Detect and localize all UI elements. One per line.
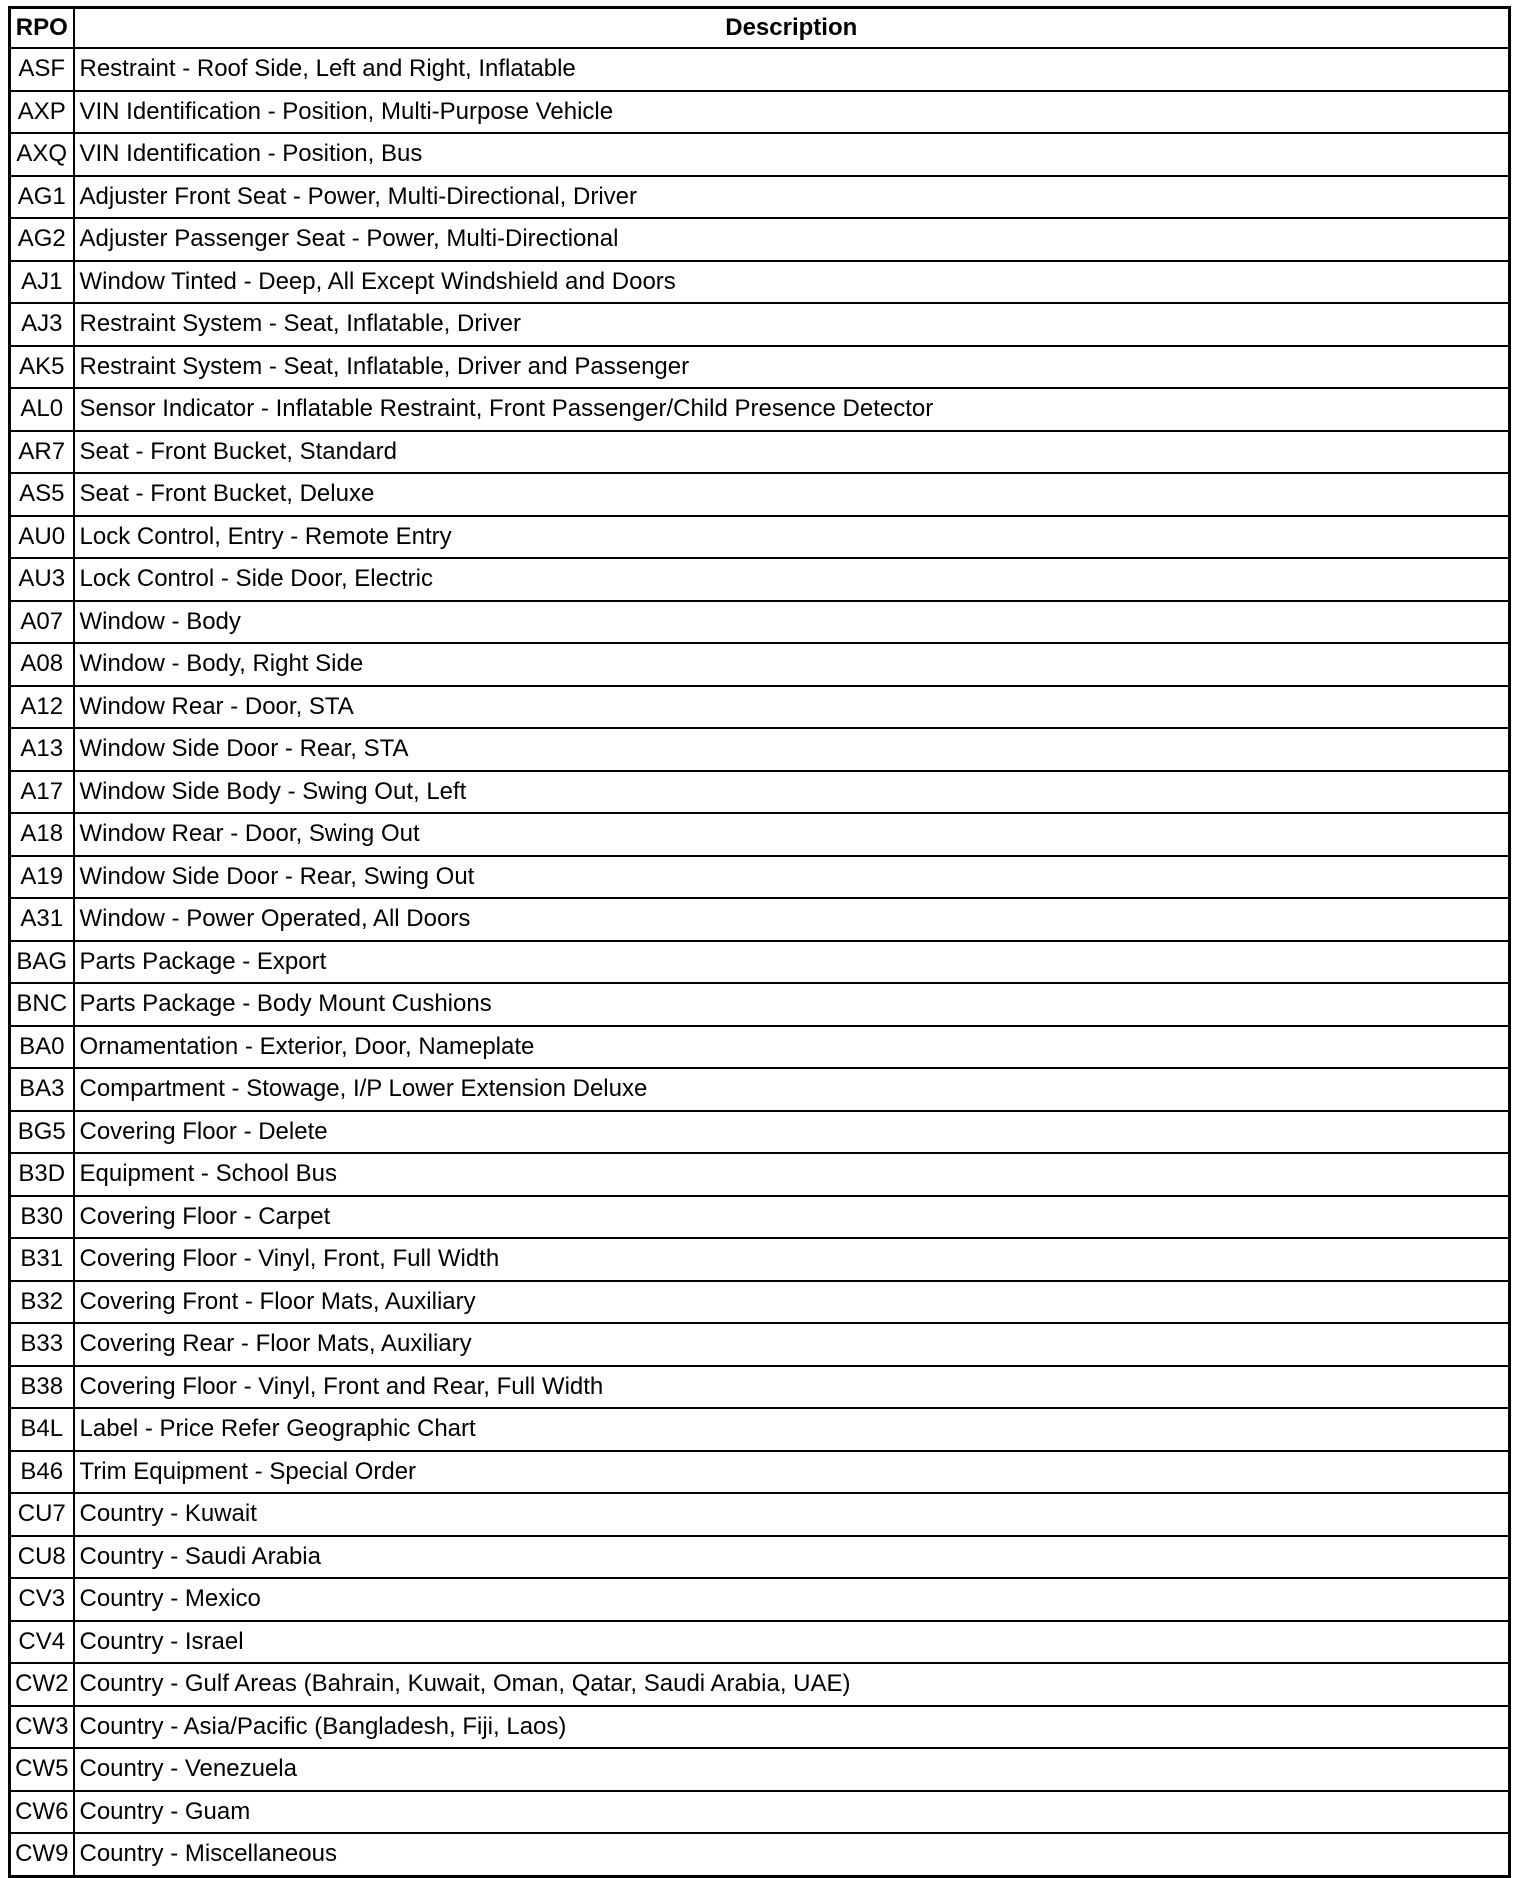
table-row <box>10 728 1510 771</box>
rpo-code-cell: A19 <box>10 856 74 899</box>
rpo-code-cell: B4L <box>10 1408 74 1451</box>
description-cell: Country - Asia/Pacific (Bangladesh, Fiji, Laos) <box>74 1706 1510 1749</box>
description-cell: Covering Floor - Vinyl, Front, Full Width <box>74 1238 1510 1281</box>
table-row <box>10 1281 1510 1324</box>
header-row <box>10 8 1510 49</box>
table-row <box>10 1111 1510 1154</box>
description-cell: Window - Body <box>74 601 1510 644</box>
table-row <box>10 346 1510 389</box>
rpo-code-cell: AL0 <box>10 388 74 431</box>
rpo-code-cell: ASF <box>10 48 74 91</box>
description-cell: Country - Gulf Areas (Bahrain, Kuwait, Oman, Qatar, Saudi Arabia, UAE) <box>74 1663 1510 1706</box>
description-cell: Window - Body, Right Side <box>74 643 1510 686</box>
description-cell: Compartment - Stowage, I/P Lower Extension Deluxe <box>74 1068 1510 1111</box>
rpo-code-cell: BA3 <box>10 1068 74 1111</box>
rpo-code-cell: CW2 <box>10 1663 74 1706</box>
table-row <box>10 1791 1510 1834</box>
description-cell: Parts Package - Export <box>74 941 1510 984</box>
description-cell: Country - Mexico <box>74 1578 1510 1621</box>
rpo-code-cell: AS5 <box>10 473 74 516</box>
rpo-code-cell: BAG <box>10 941 74 984</box>
table-row <box>10 856 1510 899</box>
description-cell: Covering Rear - Floor Mats, Auxiliary <box>74 1323 1510 1366</box>
table-row <box>10 303 1510 346</box>
table-row <box>10 1748 1510 1791</box>
description-cell: Window Side Door - Rear, STA <box>74 728 1510 771</box>
rpo-code-cell: B46 <box>10 1451 74 1494</box>
table-row <box>10 1621 1510 1664</box>
description-cell: Window Rear - Door, Swing Out <box>74 813 1510 856</box>
rpo-code-cell: AK5 <box>10 346 74 389</box>
rpo-code-cell: AU3 <box>10 558 74 601</box>
description-cell: Trim Equipment - Special Order <box>74 1451 1510 1494</box>
rpo-code-cell: CW6 <box>10 1791 74 1834</box>
table-row <box>10 813 1510 856</box>
table-row <box>10 898 1510 941</box>
table-row <box>10 1068 1510 1111</box>
table-header <box>10 8 1510 49</box>
rpo-table <box>8 6 1511 1878</box>
table-row <box>10 1323 1510 1366</box>
table-row <box>10 261 1510 304</box>
rpo-code-cell: A08 <box>10 643 74 686</box>
table-row <box>10 516 1510 559</box>
rpo-code-cell: AXQ <box>10 133 74 176</box>
rpo-code-cell: CW3 <box>10 1706 74 1749</box>
table-body <box>10 48 1510 1876</box>
rpo-code-cell: A07 <box>10 601 74 644</box>
rpo-code-cell: A31 <box>10 898 74 941</box>
description-cell: VIN Identification - Position, Multi-Purpose Vehicle <box>74 91 1510 134</box>
rpo-code-cell: CU7 <box>10 1493 74 1536</box>
table-row <box>10 643 1510 686</box>
rpo-code-cell: A12 <box>10 686 74 729</box>
rpo-code-cell: AU0 <box>10 516 74 559</box>
table-row <box>10 1706 1510 1749</box>
description-cell: Window Tinted - Deep, All Except Windshield and Doors <box>74 261 1510 304</box>
description-cell: VIN Identification - Position, Bus <box>74 133 1510 176</box>
rpo-code-cell: CV4 <box>10 1621 74 1664</box>
table-row <box>10 941 1510 984</box>
rpo-code-cell: B32 <box>10 1281 74 1324</box>
description-cell: Country - Saudi Arabia <box>74 1536 1510 1579</box>
table-row <box>10 48 1510 91</box>
table-row <box>10 686 1510 729</box>
description-cell: Country - Kuwait <box>74 1493 1510 1536</box>
table-row <box>10 1493 1510 1536</box>
rpo-code-cell: AJ1 <box>10 261 74 304</box>
rpo-code-cell: CU8 <box>10 1536 74 1579</box>
table-row <box>10 1536 1510 1579</box>
description-cell: Country - Israel <box>74 1621 1510 1664</box>
description-cell: Lock Control - Side Door, Electric <box>74 558 1510 601</box>
rpo-code-cell: BG5 <box>10 1111 74 1154</box>
description-cell: Seat - Front Bucket, Standard <box>74 431 1510 474</box>
description-cell: Country - Guam <box>74 1791 1510 1834</box>
rpo-code-cell: CW9 <box>10 1833 74 1876</box>
rpo-code-cell: B31 <box>10 1238 74 1281</box>
table-row <box>10 558 1510 601</box>
description-cell: Label - Price Refer Geographic Chart <box>74 1408 1510 1451</box>
table-row <box>10 1663 1510 1706</box>
description-cell: Equipment - School Bus <box>74 1153 1510 1196</box>
table-row <box>10 91 1510 134</box>
table-row <box>10 1578 1510 1621</box>
table-row <box>10 1451 1510 1494</box>
rpo-code-cell: A17 <box>10 771 74 814</box>
table-row <box>10 388 1510 431</box>
table-row <box>10 1833 1510 1876</box>
rpo-code-cell: BNC <box>10 983 74 1026</box>
description-cell: Window Side Body - Swing Out, Left <box>74 771 1510 814</box>
table-row <box>10 983 1510 1026</box>
rpo-code-cell: CV3 <box>10 1578 74 1621</box>
description-cell: Country - Miscellaneous <box>74 1833 1510 1876</box>
description-column-header: Description <box>74 8 1510 49</box>
table-row <box>10 1408 1510 1451</box>
rpo-code-cell: B3D <box>10 1153 74 1196</box>
description-cell: Seat - Front Bucket, Deluxe <box>74 473 1510 516</box>
table-row <box>10 1153 1510 1196</box>
description-cell: Window Rear - Door, STA <box>74 686 1510 729</box>
description-cell: Covering Floor - Carpet <box>74 1196 1510 1239</box>
description-cell: Sensor Indicator - Inflatable Restraint, Front Passenger/Child Presence Detector <box>74 388 1510 431</box>
description-cell: Ornamentation - Exterior, Door, Nameplate <box>74 1026 1510 1069</box>
rpo-code-cell: AJ3 <box>10 303 74 346</box>
rpo-code-cell: B30 <box>10 1196 74 1239</box>
description-cell: Parts Package - Body Mount Cushions <box>74 983 1510 1026</box>
description-cell: Restraint System - Seat, Inflatable, Driver and Passenger <box>74 346 1510 389</box>
rpo-code-cell: AXP <box>10 91 74 134</box>
description-cell: Window Side Door - Rear, Swing Out <box>74 856 1510 899</box>
table-row <box>10 1366 1510 1409</box>
description-cell: Restraint - Roof Side, Left and Right, Inflatable <box>74 48 1510 91</box>
table-row <box>10 431 1510 474</box>
rpo-code-cell: AG1 <box>10 176 74 219</box>
description-cell: Window - Power Operated, All Doors <box>74 898 1510 941</box>
table-row <box>10 601 1510 644</box>
rpo-code-cell: A18 <box>10 813 74 856</box>
description-cell: Adjuster Front Seat - Power, Multi-Directional, Driver <box>74 176 1510 219</box>
rpo-code-cell: BA0 <box>10 1026 74 1069</box>
rpo-code-cell: A13 <box>10 728 74 771</box>
table-row <box>10 473 1510 516</box>
rpo-code-cell: AR7 <box>10 431 74 474</box>
table-row <box>10 1238 1510 1281</box>
description-cell: Covering Floor - Vinyl, Front and Rear, Full Width <box>74 1366 1510 1409</box>
table-row <box>10 771 1510 814</box>
description-cell: Covering Front - Floor Mats, Auxiliary <box>74 1281 1510 1324</box>
description-cell: Covering Floor - Delete <box>74 1111 1510 1154</box>
description-cell: Restraint System - Seat, Inflatable, Driver <box>74 303 1510 346</box>
rpo-column-header: RPO <box>10 8 74 49</box>
rpo-code-cell: CW5 <box>10 1748 74 1791</box>
table-row <box>10 218 1510 261</box>
description-cell: Adjuster Passenger Seat - Power, Multi-Directional <box>74 218 1510 261</box>
rpo-code-cell: B38 <box>10 1366 74 1409</box>
table-row <box>10 133 1510 176</box>
rpo-code-cell: AG2 <box>10 218 74 261</box>
table-row <box>10 1026 1510 1069</box>
description-cell: Country - Venezuela <box>74 1748 1510 1791</box>
table-row <box>10 1196 1510 1239</box>
description-cell: Lock Control, Entry - Remote Entry <box>74 516 1510 559</box>
rpo-code-cell: B33 <box>10 1323 74 1366</box>
table-row <box>10 176 1510 219</box>
